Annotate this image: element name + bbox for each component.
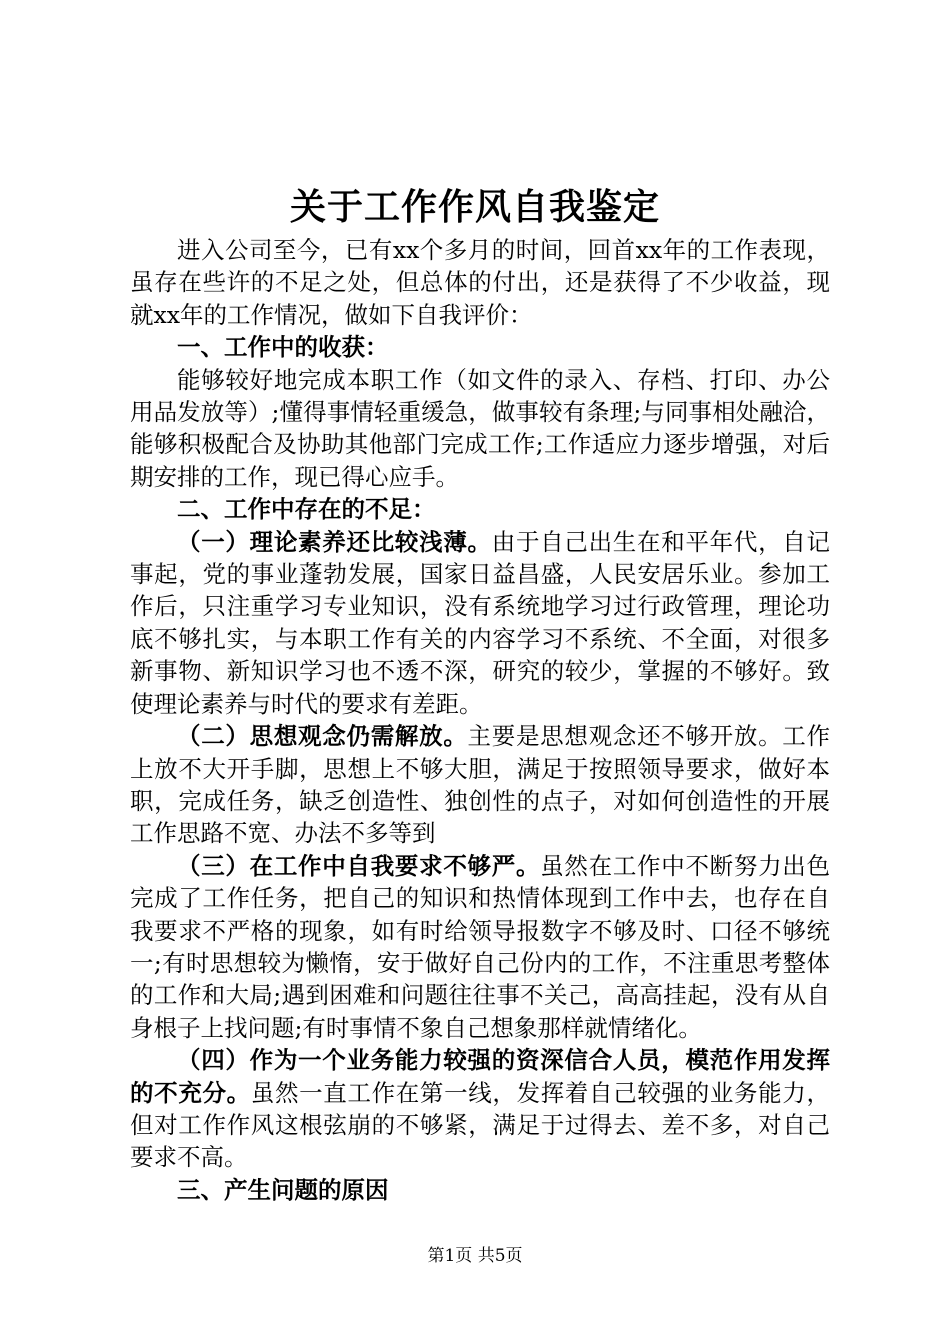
page-number-footer: 第1页 共5页 <box>427 1246 523 1266</box>
shortcoming-lead-4: （四）作为一个业务能力较强的资深信合人员，模范作用发挥的不充分。 <box>130 1046 830 1107</box>
shortcoming-lead-2: （二）思想观念仍需解放。 <box>177 722 468 751</box>
shortcoming-paragraph-2 <box>130 720 830 850</box>
gains-paragraph: 能够较好地完成本职工作（如文件的录入、存档、打印、办公用品发放等）;懂得事情轻重缓急，做事较有条理;与同事相处融洽，能够积极配合及协助其他部门完成工作;工作适应力逐步增强，对后期安排的工作，现已得心应手。 <box>130 365 830 491</box>
shortcoming-text-3: 虽然在工作中不断努力出色完成了工作任务，把自己的知识和热情体现到工作中去，也存在自我要求不严格的现象，如有时给领导报数字不够及时、口径不够统一;有时思想较为懒惰，安于做好自己份内的工作，不注重思考整体的工作和大局;遇到困难和问题往往事不关己，高高挂起，没有从自身根子上找问题;有时事情不象自己想象那样就情绪化。 <box>130 851 831 1042</box>
section-heading-gains: 一、工作中的收获： <box>177 333 389 362</box>
shortcoming-text-4: 虽然一直工作在第一线，发挥着自己较强的业务能力，但对工作作风这根弦崩的不够紧，满足于过得去、差不多，对自己要求不高。 <box>130 1078 831 1172</box>
shortcoming-text-2: 主要是思想观念还不够开放。工作上放不大开手脚，思想上不够大胆，满足于按照领导要求，做好本职，完成任务，缺乏创造性、独创性的点子，对如何创造性的开展工作思路不宽、办法不多等到 <box>130 722 831 848</box>
intro-paragraph: 进入公司至今，已有xx个多月的时间，回首xx年的工作表现，虽存在些许的不足之处，但总体的付出，还是获得了不少收益，现就xx年的工作情况，做如下自我评价： <box>130 236 830 329</box>
shortcoming-paragraph-3 <box>130 850 830 1044</box>
document-title: 关于工作作风自我鉴定 <box>289 187 660 228</box>
shortcoming-lead-3: （三）在工作中自我要求不够严。 <box>177 851 541 880</box>
section-heading-shortcomings: 二、工作中存在的不足： <box>177 495 436 524</box>
shortcoming-paragraph-4 <box>130 1044 830 1174</box>
shortcoming-paragraph-1 <box>130 526 830 720</box>
shortcoming-text-1: 由于自己出生在和平年代，自记事起，党的事业蓬勃发展，国家日益昌盛，人民安居乐业。参加工作后，只注重学习专业知识，没有系统地学习过行政管理，理论功底不够扎实，与本职工作有关的内容学习不系统、不全面，对很多新事物、新知识学习也不透不深，研究的较少，掌握的不够好。致使理论素养与时代的要求有差距。 <box>130 527 830 718</box>
document-body <box>130 234 830 1206</box>
shortcoming-lead-1: （一）理论素养还比较浅薄。 <box>177 527 492 556</box>
section-heading-causes: 三、产生问题的原因 <box>177 1175 389 1204</box>
